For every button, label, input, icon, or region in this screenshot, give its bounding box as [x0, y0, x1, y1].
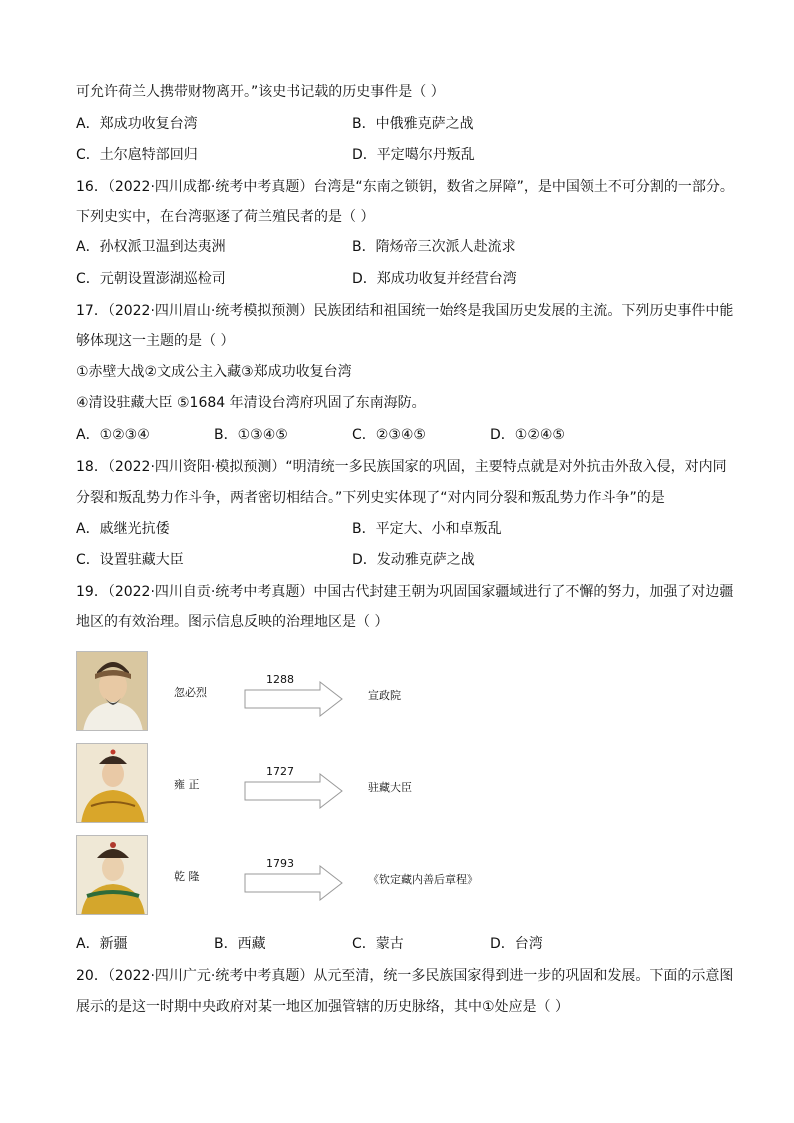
arrow-right-icon	[244, 865, 344, 901]
q15-option-c[interactable]: C．土尔扈特部回归	[76, 147, 198, 163]
figure-row-qianlong	[76, 835, 716, 917]
figure-year-2: 1727	[266, 765, 294, 778]
q20-stem-line1: 20．（2022·四川广元·统考中考真题）从元至清，统一多民族国家得到进一步的巩固和发展。下面的示意图	[76, 968, 734, 984]
q19-option-b[interactable]: B．西藏	[214, 936, 266, 952]
figure-row-kublai	[76, 651, 716, 733]
portrait-qianlong-image	[76, 835, 148, 915]
arrow-right-icon	[244, 681, 344, 717]
figure-year-1: 1288	[266, 673, 294, 686]
portrait-yongzheng-icon	[77, 744, 148, 823]
arrow-right-icon	[244, 773, 344, 809]
figure-dest-2: 驻藏大臣	[368, 781, 412, 794]
q18-stem-line1: 18．（2022·四川资阳·模拟预测）“明清统一多民族国家的巩固，主要特点就是对外抗击外敌入侵，对内同	[76, 459, 727, 475]
figure-name-1: 忽必烈	[174, 686, 207, 699]
q16-option-d[interactable]: D．郑成功收复并经营台湾	[352, 271, 517, 287]
figure-dest-3: 《钦定藏内善后章程》	[368, 873, 478, 886]
q18-option-a[interactable]: A．戚继光抗倭	[76, 521, 170, 537]
q17-option-a[interactable]: A．①②③④	[76, 427, 150, 443]
q17-items-line1: ①赤壁大战②文成公主入藏③郑成功收复台湾	[76, 364, 352, 380]
q18-option-d[interactable]: D．发动雅克萨之战	[352, 552, 475, 568]
q15-option-a[interactable]: A．郑成功收复台湾	[76, 116, 198, 132]
q17-option-c[interactable]: C．②③④⑤	[352, 427, 426, 443]
q16-stem-line1: 16．（2022·四川成都·统考中考真题）台湾是“东南之锁钥，数省之屏障”，是中国领土不可分割的一部分。	[76, 179, 734, 195]
figure-dest-1: 宣政院	[368, 689, 401, 702]
q18-stem-line2: 分裂和叛乱势力作斗争，两者密切相结合。”下列史实体现了“对内同分裂和叛乱势力作斗争”的是	[76, 490, 665, 506]
q16-stem-line2: 下列史实中，在台湾驱逐了荷兰殖民者的是（ ）	[76, 209, 375, 225]
portrait-kublai-icon	[77, 652, 148, 731]
q18-option-b[interactable]: B．平定大、小和卓叛乱	[352, 521, 502, 537]
q15-option-d[interactable]: D．平定噶尔丹叛乱	[352, 147, 475, 163]
figure-name-2: 雍 正	[174, 778, 200, 791]
figure-row-yongzheng	[76, 743, 716, 825]
q17-stem-line2: 够体现这一主题的是（ ）	[76, 333, 235, 349]
q17-stem-line1: 17．（2022·四川眉山·统考模拟预测）民族团结和祖国统一始终是我国历史发展的主流。下列历史事件中能	[76, 303, 734, 319]
figure-name-3: 乾 隆	[174, 870, 200, 883]
q17-option-d[interactable]: D．①②④⑤	[490, 427, 565, 443]
q16-option-c[interactable]: C．元朝设置澎湖巡检司	[76, 271, 226, 287]
q19-option-a[interactable]: A．新疆	[76, 936, 128, 952]
q19-stem-line1: 19．（2022·四川自贡·统考中考真题）中国古代封建王朝为巩固国家疆域进行了不懈的努力，加强了对边疆	[76, 584, 734, 600]
q16-option-b[interactable]: B．隋炀帝三次派人赴流求	[352, 239, 516, 255]
q20-stem-line2: 展示的是这一时期中央政府对某一地区加强管辖的历史脉络，其中①处应是（ ）	[76, 999, 569, 1015]
q19-option-c[interactable]: C．蒙古	[352, 936, 404, 952]
q15-stem: 可允许荷兰人携带财物离开。”该史书记载的历史事件是（ ）	[76, 84, 445, 100]
q17-option-b[interactable]: B．①③④⑤	[214, 427, 288, 443]
portrait-yongzheng-image	[76, 743, 148, 823]
q19-option-d[interactable]: D．台湾	[490, 936, 543, 952]
q19-stem-line2: 地区的有效治理。图示信息反映的治理地区是（ ）	[76, 614, 389, 630]
q17-items-line2: ④清设驻藏大臣 ⑤1684 年清设台湾府巩固了东南海防。	[76, 395, 426, 411]
q18-option-c[interactable]: C．设置驻藏大臣	[76, 552, 184, 568]
figure-year-3: 1793	[266, 857, 294, 870]
q15-option-b[interactable]: B．中俄雅克萨之战	[352, 116, 474, 132]
portrait-kublai-image	[76, 651, 148, 731]
q16-option-a[interactable]: A．孙权派卫温到达夷洲	[76, 239, 226, 255]
portrait-qianlong-icon	[77, 836, 148, 915]
